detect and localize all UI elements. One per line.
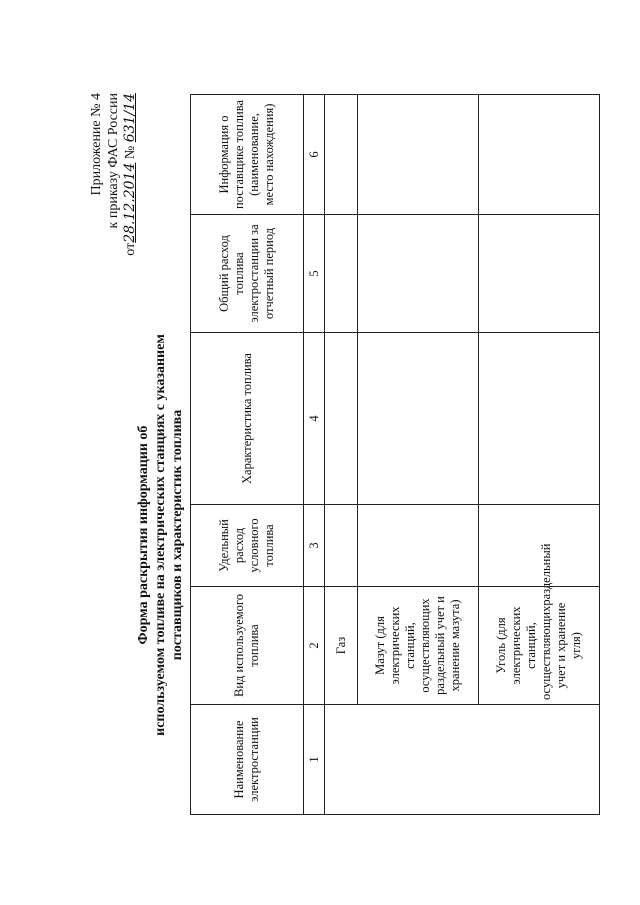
appendix-order-ref: к приказу ФАС России [106, 93, 121, 229]
title-line-1: Форма раскрытия информации об [136, 425, 151, 645]
column-number-row [304, 95, 325, 815]
appendix-number: Приложение № 4 [89, 93, 104, 196]
column-number: 5 [304, 215, 325, 333]
fuel-type-cell: Мазут (для электрических станций, осуществляющих раздельный учет и хранение мазута) [358, 587, 479, 705]
table-cell [325, 95, 358, 215]
table-cell [479, 333, 600, 505]
order-date: 28.12.2014 [122, 162, 138, 243]
column-number: 2 [304, 587, 325, 705]
table-cell [325, 215, 358, 333]
header-total-consumption: Общий расход топлива электростанции за отчетный период [191, 215, 304, 333]
appendix-header [88, 93, 139, 293]
table-header-row [191, 95, 304, 815]
title-line-3: поставщиков и характеристик топлива [170, 409, 185, 661]
table-row [325, 95, 358, 815]
header-fuel-characteristics: Характеристика топлива [191, 333, 304, 505]
table-cell [479, 215, 600, 333]
fuel-disclosure-table [190, 94, 600, 815]
order-number-prefix: № [123, 145, 138, 160]
fuel-type-cell: Газ [325, 587, 358, 705]
form-title [135, 255, 186, 815]
title-line-2: используемом топливе на электрических станциях с указанием [153, 334, 168, 736]
header-specific-consumption: Удельный расход условного топлива [191, 505, 304, 587]
table-cell [325, 333, 358, 505]
column-number: 6 [304, 95, 325, 215]
column-number: 1 [304, 705, 325, 815]
table-cell [358, 215, 479, 333]
column-number: 4 [304, 333, 325, 505]
table-cell [358, 333, 479, 505]
column-number: 3 [304, 505, 325, 587]
order-prefix: от [123, 242, 138, 256]
header-fuel-type: Вид используемого топлива [191, 587, 304, 705]
header-supplier-info: Информация о поставщике топлива (наименование, место нахождения) [191, 95, 304, 215]
table-cell [325, 505, 358, 587]
station-name-cell [325, 705, 600, 815]
header-station-name: Наименование электростанции [191, 705, 304, 815]
fuel-type-cell: Уголь (для электрических станций, осуществляющихраздельный учет и хранение угля) [479, 587, 600, 705]
table-cell [479, 95, 600, 215]
order-number: 631/14 [122, 93, 138, 143]
table-cell [358, 95, 479, 215]
table-cell [358, 505, 479, 587]
